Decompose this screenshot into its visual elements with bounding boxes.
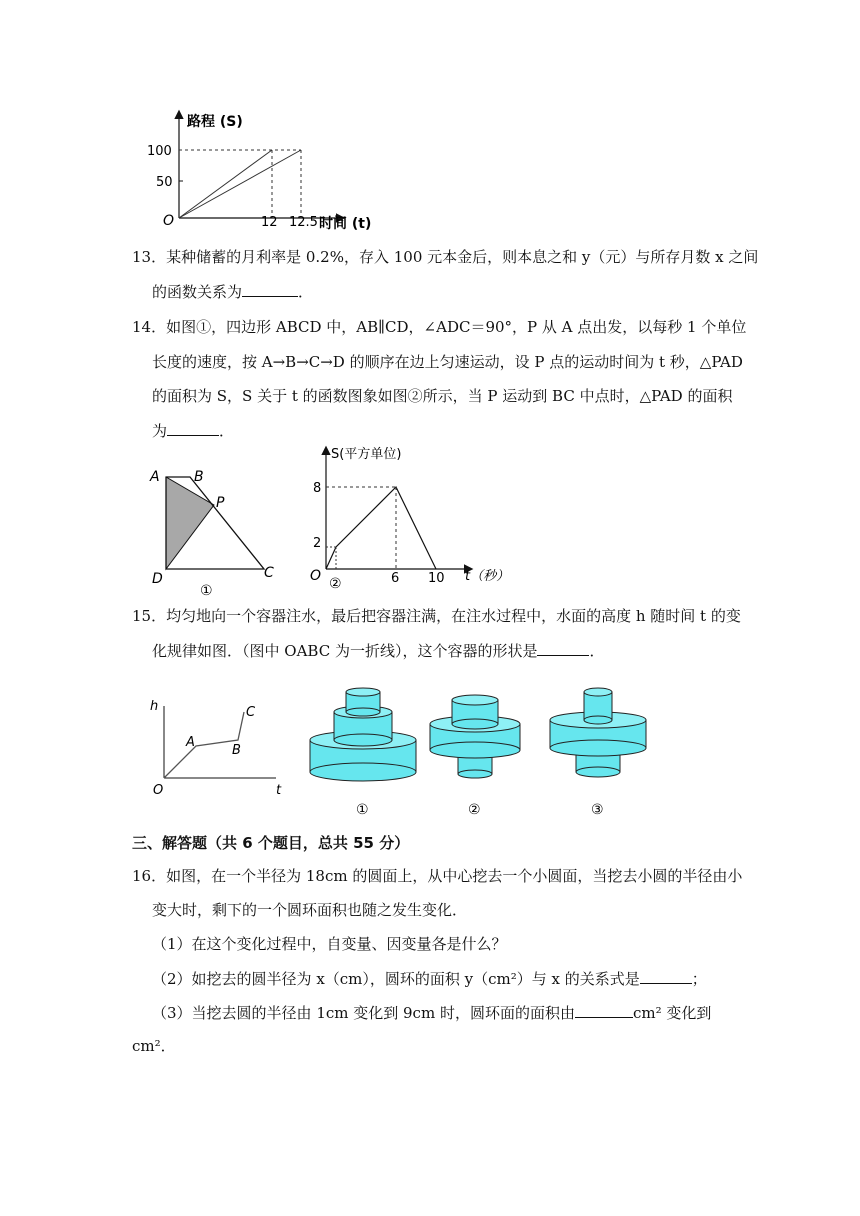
q16-line1: 16．如图，在一个半径为 18cm 的圆面上，从中心挖去一个小圆面，当挖去小圆的半径由小 <box>132 867 743 885</box>
q14-line2: 长度的速度，按 A→B→C→D 的顺序在边上匀速运动，设 P 点的运动时间为 t 秒，△PAD <box>152 353 743 371</box>
q15-line2 <box>152 640 604 661</box>
h-label: h <box>150 699 159 714</box>
q16-part2-text: （2）如挖去的圆半径为 x（cm），圆环的面积 y（cm²）与 x 的关系式是 <box>152 970 640 988</box>
x-label: 时间 (t) <box>319 216 372 232</box>
line-12-5 <box>179 150 301 218</box>
q16-part2-end: ； <box>691 970 707 988</box>
x-label: t（秒） <box>465 569 510 584</box>
t-label: t <box>276 783 282 798</box>
q16-part3-mid: cm² 变化到 <box>632 1004 712 1022</box>
y-tick-2: 2 <box>313 536 322 551</box>
x-tick-6: 6 <box>391 571 400 586</box>
q15-line1: 15．均匀地向一个容器注水，最后把容器注满，在注水过程中，水面的高度 h 随时间 t 的变 <box>132 607 741 625</box>
q16-part1: （1）在这个变化过程中，自变量、因变量各是什么？ <box>152 935 507 953</box>
y-label: 路程 (S) <box>187 114 243 130</box>
q14-line3: 的面积为 S，S 关于 t 的函数图象如图②所示，当 P 运动到 BC 中点时，△PAD 的面积 <box>152 387 733 405</box>
q14-text: 为 <box>152 422 168 440</box>
shaded-triangle-pad <box>166 477 214 569</box>
origin-label: O <box>310 568 322 584</box>
height-time-graph <box>148 690 288 802</box>
q14-answer-blank[interactable] <box>167 420 219 436</box>
caption-3: ③ <box>591 802 604 818</box>
distance-time-graph <box>145 108 395 232</box>
origin-label: O <box>163 213 175 229</box>
q15-answer-blank[interactable] <box>537 640 589 656</box>
q16-part3-blank[interactable] <box>575 1002 633 1018</box>
q16-line2: 变大时，剩下的一个圆环面积也随之发生变化． <box>152 901 468 919</box>
fig1-caption: ① <box>200 583 213 597</box>
a-label: A <box>186 735 195 750</box>
container-3 <box>550 688 646 777</box>
y-tick-50: 50 <box>156 175 173 190</box>
q13-period: ． <box>298 283 314 301</box>
container-2 <box>430 695 520 778</box>
o-label: O <box>153 783 164 798</box>
x-tick-10: 10 <box>428 571 445 586</box>
s-curve <box>326 487 436 569</box>
q16-part3-cont: cm²． <box>132 1037 176 1055</box>
label-D: D <box>152 571 163 587</box>
fig2-caption: ② <box>329 576 342 592</box>
quadrilateral-figure <box>148 465 288 597</box>
y-tick-100: 100 <box>147 144 172 159</box>
b-label: B <box>232 743 241 758</box>
c-label: C <box>246 705 256 720</box>
label-A: A <box>150 469 160 485</box>
caption-1: ① <box>356 802 369 818</box>
q16-part2 <box>152 968 707 989</box>
caption-2: ② <box>468 802 481 818</box>
y-label: S(平方单位) <box>331 447 402 462</box>
q14-period: ． <box>219 422 235 440</box>
section-heading: 三、解答题（共 6 个题目，总共 55 分） <box>132 834 410 852</box>
containers-figure <box>300 684 680 820</box>
label-P: P <box>216 495 225 511</box>
q16-part3-text: （3）当挖去圆的半径由 1cm 变化到 9cm 时，圆环面的面积由 <box>152 1004 575 1022</box>
q14-line1: 14．如图①，四边形 ABCD 中，AB∥CD，∠ADC＝90°，P 从 A 点出发，以每秒 1 个单位 <box>132 318 747 336</box>
q16-part3 <box>152 1002 711 1023</box>
q13-text: 的函数关系为 <box>152 283 243 301</box>
q14-line4 <box>152 420 234 441</box>
x-tick-12: 12 <box>261 215 278 230</box>
y-tick-8: 8 <box>313 481 322 496</box>
q15-text: 化规律如图．（图中 OABC 为一折线），这个容器的形状是 <box>152 642 538 660</box>
label-C: C <box>264 565 274 581</box>
q13-answer-blank[interactable] <box>242 281 298 297</box>
q15-period: ． <box>589 642 605 660</box>
q13-line2 <box>152 281 313 302</box>
q13-line1: 13．某种储蓄的月利率是 0.2%，存入 100 元本金后，则本息之和 y（元）与所存月数 x 之间 <box>132 248 759 266</box>
label-B: B <box>194 469 204 485</box>
q16-part2-blank[interactable] <box>640 968 692 984</box>
container-1 <box>310 688 416 781</box>
area-time-graph <box>305 442 525 592</box>
x-tick-12-5: 12.5 <box>289 215 318 230</box>
line-12 <box>179 150 272 218</box>
